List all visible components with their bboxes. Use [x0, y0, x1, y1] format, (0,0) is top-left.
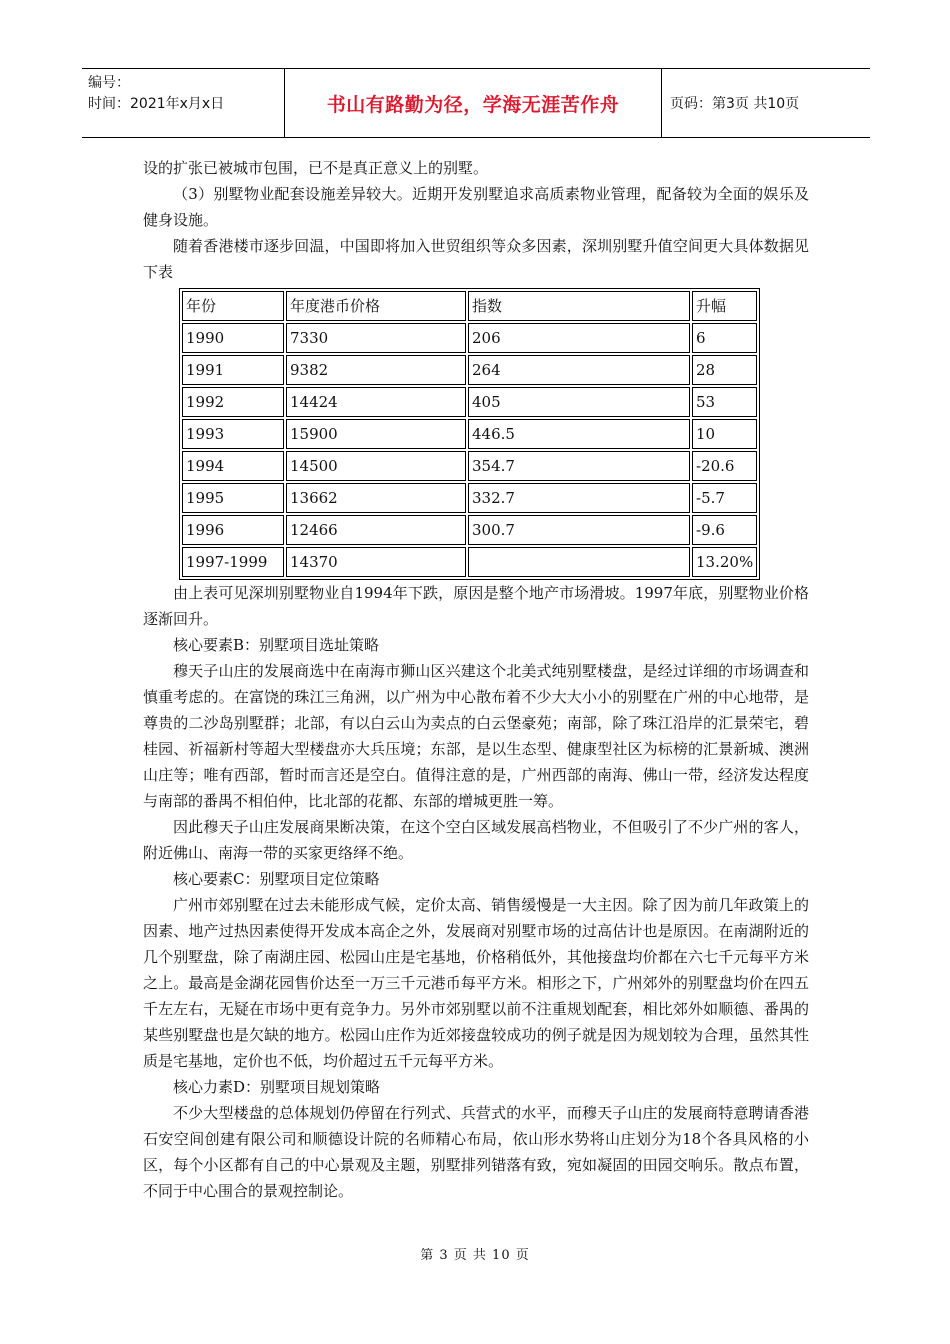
section-heading: 核心要素B：别墅项目选址策略	[173, 636, 380, 654]
table-cell: -5.7	[692, 483, 757, 513]
table-header-cell: 年度港币价格	[286, 291, 466, 321]
table-cell: 1991	[182, 355, 284, 385]
price-index-table	[179, 288, 760, 580]
table-cell: 264	[468, 355, 690, 385]
paragraph: 由上表可见深圳别墅物业自1994年下跌，原因是整个地产市场滑坡。1997年底，别墅物业价格逐渐回升。	[143, 584, 809, 628]
table-cell: 206	[468, 323, 690, 353]
paragraph: 随着香港楼市逐步回温，中国即将加入世贸组织等众多因素，深圳别墅升值空间更大具体数据见下表	[143, 237, 809, 281]
table-cell: 12466	[286, 515, 466, 545]
table-cell: 1993	[182, 419, 284, 449]
table-cell: 332.7	[468, 483, 690, 513]
table-cell: -20.6	[692, 451, 757, 481]
table-cell: 1992	[182, 387, 284, 417]
table-row	[182, 323, 757, 353]
header-page-info: 页码：第3页 共10页	[670, 96, 800, 112]
page-footer: 第 3 页 共 10 页	[420, 1248, 530, 1263]
table-row	[182, 451, 757, 481]
section-heading: 核心力素D：别墅项目规划策略	[173, 1078, 381, 1096]
section-heading: 核心要素C：别墅项目定位策略	[173, 870, 380, 888]
table-cell: 1994	[182, 451, 284, 481]
table-cell: 300.7	[468, 515, 690, 545]
table-header-cell: 指数	[468, 291, 690, 321]
table-cell: 354.7	[468, 451, 690, 481]
table-header-row	[182, 291, 757, 321]
doc-date: 时间：2021年x月x日	[88, 96, 225, 112]
paragraph: 因此穆天子山庄发展商果断决策，在这个空白区域发展高档物业，不但吸引了不少广州的客人，附近佛山、南海一带的买家更络绎不绝。	[143, 818, 809, 862]
table-cell: 1996	[182, 515, 284, 545]
header-slogan: 书山有路勤为径，学海无涯苦作舟	[284, 69, 662, 137]
table-cell: 13662	[286, 483, 466, 513]
table-cell: 446.5	[468, 419, 690, 449]
paragraph: （3）别墅物业配套设施差异较大。近期开发别墅追求高质素物业管理，配备较为全面的娱乐及健身设施。	[143, 185, 809, 229]
document-body	[143, 155, 809, 1204]
table-cell: 1995	[182, 483, 284, 513]
table-cell: 1997-1999	[182, 547, 284, 577]
table-cell	[468, 547, 690, 577]
paragraph: 不少大型楼盘的总体规划仍停留在行列式、兵营式的水平，而穆天子山庄的发展商特意聘请香港石安空间创建有限公司和顺德设计院的名师精心布局，依山形水势将山庄划分为18个各具风格的小区，每个小区都有自己的中心景观及主题，别墅排列错落有致，宛如凝固的田园交响乐。散点布置，不同于中心围合的景观控制论。	[143, 1104, 809, 1200]
header-meta	[82, 69, 284, 137]
table-cell: 6	[692, 323, 757, 353]
doc-number-label: 编号：	[88, 75, 130, 91]
table-cell: 1990	[182, 323, 284, 353]
table-row	[182, 483, 757, 513]
table-row	[182, 515, 757, 545]
paragraph: 穆天子山庄的发展商选中在南海市狮山区兴建这个北美式纯别墅楼盘，是经过详细的市场调查和慎重考虑的。在富饶的珠江三角洲，以广州为中心散布着不少大大小小的别墅在广州的中心地带，是尊贵的二沙岛别墅群；北部，有以白云山为卖点的白云堡豪苑；南部，除了珠江沿岸的汇景荣宅，碧桂园、祈福新村等超大型楼盘亦大兵压境；东部，是以生态型、健康型社区为标榜的汇景新城、澳洲山庄等；唯有西部，暂时而言还是空白。值得注意的是，广州西部的南海、佛山一带，经济发达程度与南部的番禺不相伯仲，比北部的花都、东部的增城更胜一筹。	[143, 662, 809, 810]
table-row	[182, 419, 757, 449]
paragraph: 设的扩张已被城市包围，已不是真正意义上的别墅。	[143, 159, 489, 177]
table-row	[182, 355, 757, 385]
table-cell: 14370	[286, 547, 466, 577]
table-cell: 10	[692, 419, 757, 449]
table-cell: 53	[692, 387, 757, 417]
table-cell: 13.20%	[692, 547, 757, 577]
table-cell: -9.6	[692, 515, 757, 545]
table-row	[182, 387, 757, 417]
table-cell: 15900	[286, 419, 466, 449]
table-cell: 14424	[286, 387, 466, 417]
table-cell: 28	[692, 355, 757, 385]
paragraph: 广州市郊别墅在过去未能形成气候，定价太高、销售缓慢是一大主因。除了因为前几年政策上的因素、地产过热因素使得开发成本高企之外，发展商对别墅市场的过高估计也是原因。在南湖附近的几个别墅盘，除了南湖庄园、松园山庄是宅基地，价格稍低外，其他接盘均价都在六七千元每平方米之上。最高是金湖花园售价达至一万三千元港币每平方米。相形之下，广州郊外的别墅盘均价在四五千左左右，无疑在市场中更有竞争力。另外市郊别墅以前不注重规划配套，相比郊外如顺德、番禺的某些别墅盘也是欠缺的地方。松园山庄作为近郊接盘较成功的例子就是因为规划较为合理，虽然其性质是宅基地，定价也不低，均价超过五千元每平方米。	[143, 896, 809, 1070]
table-cell: 7330	[286, 323, 466, 353]
table-row	[182, 547, 757, 577]
table-cell: 405	[468, 387, 690, 417]
table-header-cell: 升幅	[692, 291, 757, 321]
table-cell: 14500	[286, 451, 466, 481]
table-header-cell: 年份	[182, 291, 284, 321]
table-cell: 9382	[286, 355, 466, 385]
page-header	[82, 68, 870, 138]
